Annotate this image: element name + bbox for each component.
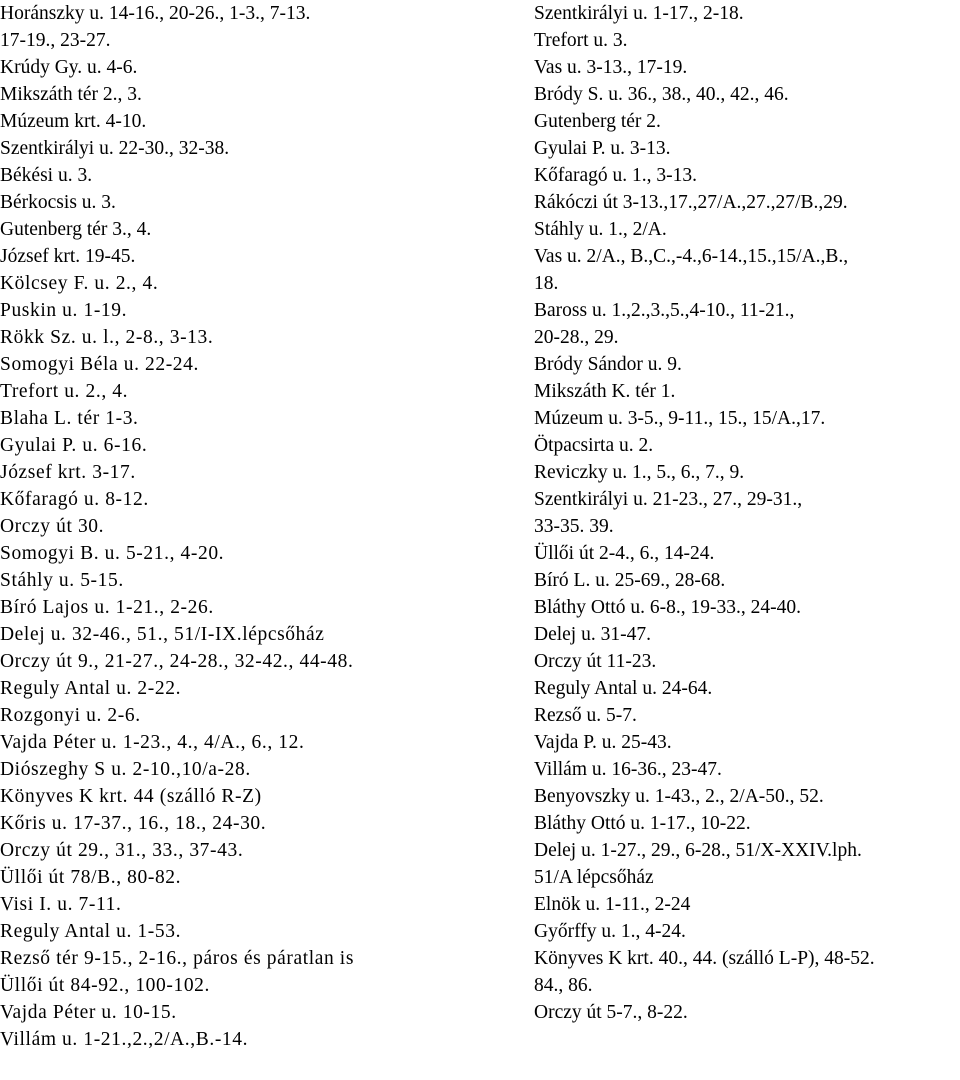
address-line: Orczy út 30.	[0, 516, 105, 537]
address-line: Orczy út 5-7., 8-22.	[534, 1002, 688, 1023]
address-line: 20-28., 29.	[534, 327, 619, 348]
address-line: Múzeum u. 3-5., 9-11., 15., 15/A.,17.	[534, 408, 826, 429]
address-line: Reguly Antal u. 2-22.	[0, 678, 182, 699]
address-line: Orczy út 29., 31., 33., 37-43.	[0, 840, 244, 861]
address-line: Villám u. 16-36., 23-47.	[534, 759, 722, 780]
address-line: Vajda P. u. 25-43.	[534, 732, 672, 753]
address-line: Szentkirályi u. 22-30., 32-38.	[0, 138, 230, 159]
address-line: Blaha L. tér 1-3.	[0, 408, 139, 429]
address-line: Bíró Lajos u. 1-21., 2-26.	[0, 597, 214, 618]
address-line: 84., 86.	[534, 975, 593, 996]
address-line: Mikszáth K. tér 1.	[534, 381, 676, 402]
address-line: Gutenberg tér 3., 4.	[0, 219, 152, 240]
address-line: 33-35. 39.	[534, 516, 614, 537]
address-line: Reviczky u. 1., 5., 6., 7., 9.	[534, 462, 745, 483]
address-line: Könyves K krt. 44 (szálló R-Z)	[0, 786, 262, 807]
address-line: József krt. 19-45.	[0, 246, 136, 267]
address-line: Kölcsey F. u. 2., 4.	[0, 273, 159, 294]
address-line: 18.	[534, 273, 559, 294]
address-line: 17-19., 23-27.	[0, 30, 111, 51]
address-line: Gyulai P. u. 3-13.	[534, 138, 671, 159]
address-line: Reguly Antal u. 1-53.	[0, 921, 182, 942]
address-line: Bérkocsis u. 3.	[0, 192, 116, 213]
address-line: Somogyi B. u. 5-21., 4-20.	[0, 543, 225, 564]
address-line: Könyves K krt. 40., 44. (szálló L-P), 48-52.	[534, 948, 875, 969]
address-line: Üllői út 84-92., 100-102.	[0, 975, 210, 996]
address-line: Elnök u. 1-11., 2-24	[534, 894, 691, 915]
address-line: Diószeghy S u. 2-10.,10/a-28.	[0, 759, 251, 780]
address-line: Rökk Sz. u. l., 2-8., 3-13.	[0, 327, 214, 348]
address-line: 51/A lépcsőház	[534, 867, 654, 888]
address-line: Villám u. 1-21.,2.,2/A.,B.-14.	[0, 1029, 249, 1050]
address-line: Rozgonyi u. 2-6.	[0, 705, 141, 726]
address-line: Üllői út 2-4., 6., 14-24.	[534, 543, 715, 564]
address-line: Vajda Péter u. 10-15.	[0, 1002, 177, 1023]
address-line: Bláthy Ottó u. 6-8., 19-33., 24-40.	[534, 597, 802, 618]
address-line: Orczy út 11-23.	[534, 651, 657, 672]
address-line: Delej u. 31-47.	[534, 624, 651, 645]
address-line: Vas u. 2/A., B.,C.,-4.,6-14.,15.,15/A.,B.,	[534, 246, 849, 267]
address-line: József krt. 3-17.	[0, 462, 136, 483]
address-line: Kőris u. 17-37., 16., 18., 24-30.	[0, 813, 267, 834]
address-line: Múzeum krt. 4-10.	[0, 111, 147, 132]
address-line: Mikszáth tér 2., 3.	[0, 84, 142, 105]
address-line: Visi I. u. 7-11.	[0, 894, 122, 915]
address-line: Delej u. 1-27., 29., 6-28., 51/X-XXIV.lph.	[534, 840, 862, 861]
address-line: Gyulai P. u. 6-16.	[0, 435, 148, 456]
right-address-column	[534, 0, 960, 1026]
address-line: Trefort u. 2., 4.	[0, 381, 129, 402]
address-line: Vajda Péter u. 1-23., 4., 4/A., 6., 12.	[0, 732, 305, 753]
address-line: Szentkirályi u. 1-17., 2-18.	[534, 3, 744, 24]
address-line: Bíró L. u. 25-69., 28-68.	[534, 570, 726, 591]
address-line: Bródy Sándor u. 9.	[534, 354, 682, 375]
address-line: Kőfaragó u. 1., 3-13.	[534, 165, 697, 186]
address-line: Rezső tér 9-15., 2-16., páros és páratlan is	[0, 948, 355, 969]
address-line: Rákóczi út 3-13.,17.,27/A.,27.,27/B.,29.	[534, 192, 848, 213]
address-line: Gutenberg tér 2.	[534, 111, 661, 132]
address-line: Stáhly u. 5-15.	[0, 570, 124, 591]
address-line: Somogyi Béla u. 22-24.	[0, 354, 199, 375]
address-line: Delej u. 32-46., 51., 51/I-IX.lépcsőház	[0, 624, 325, 645]
address-line: Baross u. 1.,2.,3.,5.,4-10., 11-21.,	[534, 300, 795, 321]
address-line: Reguly Antal u. 24-64.	[534, 678, 713, 699]
address-line: Békési u. 3.	[0, 165, 93, 186]
address-line: Orczy út 9., 21-27., 24-28., 32-42., 44-48.	[0, 651, 354, 672]
address-line: Krúdy Gy. u. 4-6.	[0, 57, 138, 78]
address-line: Vas u. 3-13., 17-19.	[534, 57, 688, 78]
address-line: Ötpacsirta u. 2.	[534, 435, 654, 456]
address-line: Stáhly u. 1., 2/A.	[534, 219, 667, 240]
address-line: Győrffy u. 1., 4-24.	[534, 921, 686, 942]
address-line: Kőfaragó u. 8-12.	[0, 489, 149, 510]
address-line: Horánszky u. 14-16., 20-26., 1-3., 7-13.	[0, 3, 311, 24]
address-line: Rezső u. 5-7.	[534, 705, 637, 726]
address-line: Bláthy Ottó u. 1-17., 10-22.	[534, 813, 751, 834]
address-line: Trefort u. 3.	[534, 30, 628, 51]
address-line: Bródy S. u. 36., 38., 40., 42., 46.	[534, 84, 789, 105]
address-line: Puskin u. 1-19.	[0, 300, 128, 321]
address-line: Benyovszky u. 1-43., 2., 2/A-50., 52.	[534, 786, 824, 807]
address-line: Szentkirályi u. 21-23., 27., 29-31.,	[534, 489, 803, 510]
address-line: Üllői út 78/B., 80-82.	[0, 867, 182, 888]
